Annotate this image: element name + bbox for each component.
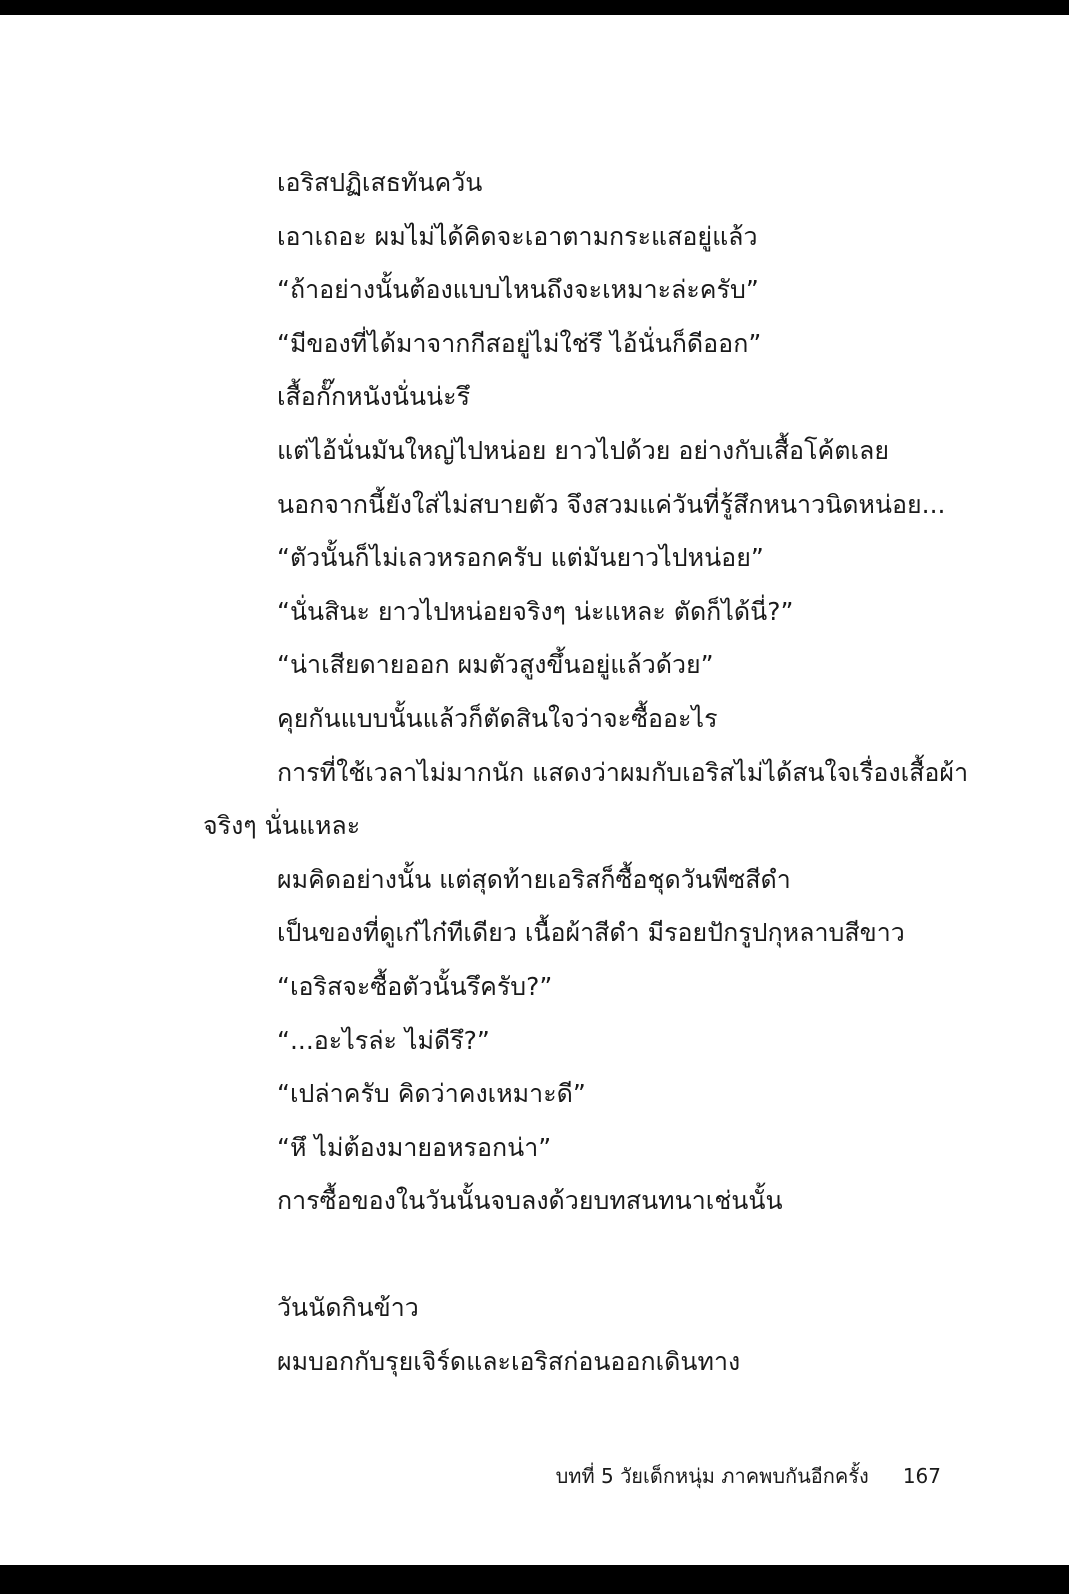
paragraph-line: เอาเถอะ ผมไม่ได้คิดจะเอาตามกระแสอยู่แล้ว	[277, 221, 758, 251]
paragraph-line: นอกจากนี้ยังใส่ไม่สบายตัว จึงสวมแค่วันที่รู้สึกหนาวนิดหน่อย...	[277, 489, 946, 519]
paragraph-line: การซื้อของในวันนั้นจบลงด้วยบทสนทนาเช่นนั้น	[277, 1186, 783, 1216]
chapter-title: บทที่ 5 วัยเด็กหนุ่ม ภาคพบกันอีกครั้ง	[555, 1464, 869, 1488]
paragraph-line: “ตัวนั้นก็ไม่เลวหรอกครับ แต่มันยาวไปหน่อย”	[277, 543, 764, 573]
paragraph-continuation-line: จริงๆ นั่นแหละ	[203, 811, 361, 841]
paragraph-line: “น่าเสียดายออก ผมตัวสูงขึ้นอยู่แล้วด้วย”	[277, 650, 714, 680]
paragraph-line: “มีของที่ได้มาจากกีสอยู่ไม่ใช่รึ ไอ้นั่นก็ดีออก”	[277, 328, 762, 358]
paragraph-line: ผมบอกกับรุยเจิร์ดและเอริสก่อนออกเดินทาง	[277, 1347, 741, 1377]
paragraph-line: “ถ้าอย่างนั้นต้องแบบไหนถึงจะเหมาะล่ะครับ”	[277, 275, 759, 305]
page-footer	[556, 1460, 941, 1492]
paragraph-line: “...อะไรล่ะ ไม่ดีรึ?”	[277, 1025, 490, 1055]
paragraph-line: “เอริสจะซื้อตัวนั้นรึครับ?”	[277, 971, 553, 1001]
paragraph-line: “เปล่าครับ คิดว่าคงเหมาะดี”	[277, 1079, 586, 1109]
paragraph-line: การที่ใช้เวลาไม่มากนัก แสดงว่าผมกับเอริสไม่ได้สนใจเรื่องเสื้อผ้า	[277, 757, 969, 787]
body-text	[203, 156, 969, 1389]
section-break	[203, 1228, 963, 1282]
paragraph-line: คุยกันแบบนั้นแล้วก็ตัดสินใจว่าจะซื้ออะไร	[277, 703, 718, 733]
bottom-black-border	[0, 1565, 1069, 1594]
page-number: 167	[902, 1464, 941, 1488]
paragraph-line: เอริสปฏิเสธทันควัน	[277, 168, 483, 197]
paragraph-line: เสื้อกั๊กหนังนั่นน่ะรึ	[277, 382, 470, 412]
paragraph-line: ผมคิดอย่างนั้น แต่สุดท้ายเอริสก็ซื้อชุดวันพีซสีดำ	[277, 864, 791, 894]
paragraph-line: “หึ ไม่ต้องมายอหรอกน่า”	[277, 1132, 552, 1162]
paragraph-line: “นั่นสินะ ยาวไปหน่อยจริงๆ น่ะแหละ ตัดก็ได้นี่?”	[277, 596, 794, 626]
paragraph-line: เป็นของที่ดูเก๋ไก๋ทีเดียว เนื้อผ้าสีดำ มีรอยปักรูปกุหลาบสีขาว	[277, 918, 905, 948]
paragraph-line: แต่ไอ้นั่นมันใหญ่ไปหน่อย ยาวไปด้วย อย่างกับเสื้อโค้ตเลย	[277, 435, 889, 465]
top-black-border	[0, 0, 1069, 15]
paragraph-line: วันนัดกินข้าว	[277, 1293, 419, 1323]
